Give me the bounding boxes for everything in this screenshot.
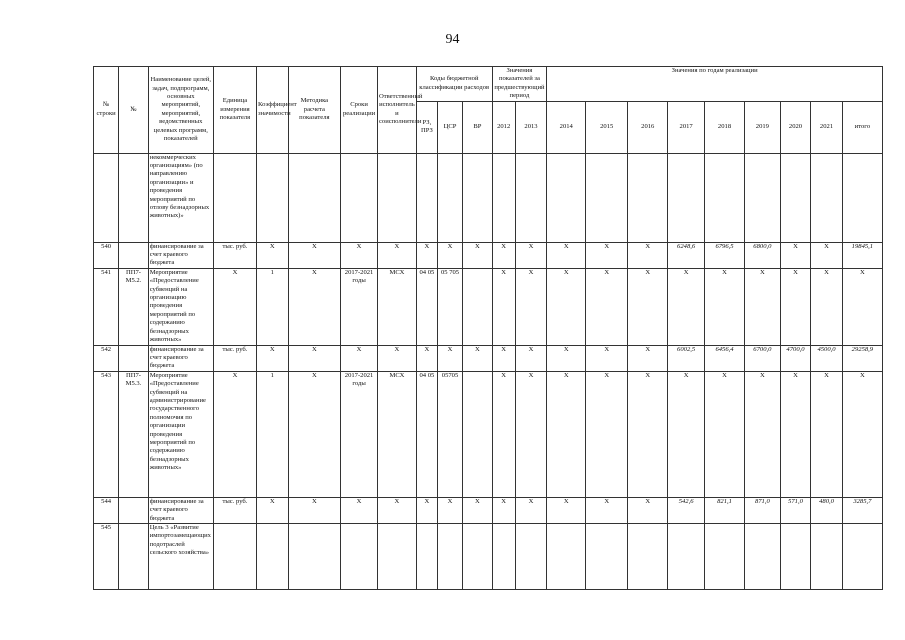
cell-v2018: 6456,4	[705, 345, 745, 371]
cell-unit: X	[213, 371, 256, 497]
cell-name: финансирование за счет краевого бюджета	[148, 497, 213, 523]
cell-name: некоммерческих организациям» (по направлению организации» и проведения мероприятий по отлову безнадзорных животных)»	[148, 153, 213, 242]
header-budget-codes: Коды бюджетной классификации расходов	[416, 67, 492, 102]
cell-code: ПП7-М5.2.	[119, 268, 148, 345]
cell-unit: X	[213, 268, 256, 345]
program-indicators-table	[93, 66, 883, 590]
cell-terms	[341, 523, 378, 589]
cell-v2013: X	[515, 497, 547, 523]
cell-v2015: X	[586, 497, 628, 523]
cell-method: X	[288, 497, 341, 523]
cell-terms: X	[341, 497, 378, 523]
cell-v2015	[586, 153, 628, 242]
cell-v2014	[547, 153, 586, 242]
cell-total: X	[842, 371, 882, 497]
cell-terms: 2017-2021 годы	[341, 371, 378, 497]
cell-name: финансирование за счет краевого бюджета	[148, 345, 213, 371]
cell-code	[119, 523, 148, 589]
cell-v2017: 6248,6	[668, 242, 705, 268]
header-row-no: № строки	[94, 67, 119, 154]
cell-v2017: X	[668, 268, 705, 345]
header-coef: Коэффициент значимости	[257, 67, 289, 154]
header-terms: Сроки реализации	[341, 67, 378, 154]
cell-v2014: X	[547, 345, 586, 371]
cell-v2014: X	[547, 268, 586, 345]
cell-v2020: 571,0	[780, 497, 811, 523]
cell-row-no: 542	[94, 345, 119, 371]
cell-v2017	[668, 153, 705, 242]
table-row	[94, 268, 883, 345]
cell-vr: X	[463, 242, 492, 268]
cell-resp: X	[377, 242, 416, 268]
header-2017: 2017	[668, 101, 705, 153]
cell-row-no	[94, 153, 119, 242]
cell-code	[119, 242, 148, 268]
cell-v2021: X	[811, 268, 843, 345]
cell-vr: X	[463, 497, 492, 523]
cell-resp: X	[377, 345, 416, 371]
cell-v2015: X	[586, 345, 628, 371]
cell-row-no: 544	[94, 497, 119, 523]
cell-v2015: X	[586, 242, 628, 268]
cell-row-no: 541	[94, 268, 119, 345]
cell-method	[288, 153, 341, 242]
cell-v2019: 871,0	[745, 497, 781, 523]
cell-rz: 04 05	[416, 268, 437, 345]
header-2012: 2012	[492, 101, 515, 153]
cell-row-no: 540	[94, 242, 119, 268]
cell-v2017: X	[668, 371, 705, 497]
cell-unit	[213, 153, 256, 242]
cell-resp	[377, 523, 416, 589]
cell-total: 19845,1	[842, 242, 882, 268]
page-number: 94	[445, 32, 460, 47]
cell-method: X	[288, 268, 341, 345]
header-prev-values: Значения показателей за предшествующий период	[492, 67, 547, 102]
cell-v2015: X	[586, 371, 628, 497]
cell-coef: X	[257, 345, 289, 371]
cell-coef	[257, 523, 289, 589]
header-responsible: Ответственный исполнитель и соисполнители	[377, 67, 416, 154]
cell-resp	[377, 153, 416, 242]
cell-v2016: X	[628, 371, 668, 497]
cell-v2013	[515, 523, 547, 589]
cell-v2016	[628, 523, 668, 589]
cell-v2013	[515, 153, 547, 242]
cell-terms: X	[341, 242, 378, 268]
cell-method: X	[288, 345, 341, 371]
cell-v2014: X	[547, 497, 586, 523]
cell-v2020: X	[780, 371, 811, 497]
table-row	[94, 242, 883, 268]
cell-csr	[437, 523, 462, 589]
cell-v2017: 6002,5	[668, 345, 705, 371]
cell-method: X	[288, 371, 341, 497]
cell-v2016: X	[628, 345, 668, 371]
cell-row-no: 545	[94, 523, 119, 589]
cell-rz: X	[416, 497, 437, 523]
cell-v2019: X	[745, 371, 781, 497]
cell-code	[119, 153, 148, 242]
cell-v2020	[780, 153, 811, 242]
cell-total	[842, 523, 882, 589]
cell-v2021: 4500,0	[811, 345, 843, 371]
cell-v2016: X	[628, 242, 668, 268]
cell-v2019: 6800,0	[745, 242, 781, 268]
cell-unit: тыс. руб.	[213, 345, 256, 371]
table-row	[94, 345, 883, 371]
cell-v2019	[745, 523, 781, 589]
table-row	[94, 153, 883, 242]
cell-rz: 04 05	[416, 371, 437, 497]
cell-rz	[416, 153, 437, 242]
cell-v2016	[628, 153, 668, 242]
cell-method	[288, 523, 341, 589]
header-csr: ЦСР	[437, 101, 462, 153]
cell-v2015: X	[586, 268, 628, 345]
cell-v2014: X	[547, 371, 586, 497]
cell-v2012: X	[492, 371, 515, 497]
cell-v2017	[668, 523, 705, 589]
cell-v2021	[811, 523, 843, 589]
cell-rz: X	[416, 242, 437, 268]
cell-v2014: X	[547, 242, 586, 268]
cell-v2019: X	[745, 268, 781, 345]
cell-v2021: X	[811, 371, 843, 497]
cell-total	[842, 153, 882, 242]
cell-row-no: 543	[94, 371, 119, 497]
cell-csr: X	[437, 345, 462, 371]
header-2019: 2019	[745, 101, 781, 153]
header-total: итого	[842, 101, 882, 153]
cell-coef	[257, 153, 289, 242]
cell-v2012: X	[492, 345, 515, 371]
cell-name: Цель 3 «Развитие импортозамещающих подотраслей сельского хозяйства»	[148, 523, 213, 589]
cell-code	[119, 345, 148, 371]
cell-rz: X	[416, 345, 437, 371]
cell-total: X	[842, 268, 882, 345]
cell-unit: тыс. руб.	[213, 497, 256, 523]
header-2020: 2020	[780, 101, 811, 153]
cell-vr	[463, 371, 492, 497]
cell-total: 29258,9	[842, 345, 882, 371]
cell-v2020	[780, 523, 811, 589]
cell-v2020: 4700,0	[780, 345, 811, 371]
header-method: Методика расчета показателя	[288, 67, 341, 154]
cell-vr	[463, 268, 492, 345]
cell-csr: X	[437, 242, 462, 268]
cell-code: ПП7-М5.3.	[119, 371, 148, 497]
cell-v2018	[705, 153, 745, 242]
cell-v2014	[547, 523, 586, 589]
table-row	[94, 497, 883, 523]
cell-csr: 05705	[437, 371, 462, 497]
cell-v2012: X	[492, 242, 515, 268]
header-rz: РЗ, ПРЗ	[416, 101, 437, 153]
header-2016: 2016	[628, 101, 668, 153]
cell-resp: МСХ	[377, 268, 416, 345]
cell-v2013: X	[515, 345, 547, 371]
cell-v2012: X	[492, 268, 515, 345]
cell-csr	[437, 153, 462, 242]
cell-csr: X	[437, 497, 462, 523]
cell-coef: X	[257, 497, 289, 523]
header-year-values: Значения по годам реализации	[547, 67, 883, 102]
cell-resp: X	[377, 497, 416, 523]
cell-v2012: X	[492, 497, 515, 523]
cell-v2020: X	[780, 242, 811, 268]
cell-v2013: X	[515, 242, 547, 268]
cell-total: 3285,7	[842, 497, 882, 523]
cell-v2018: 6796,5	[705, 242, 745, 268]
table-row	[94, 523, 883, 589]
cell-v2016: X	[628, 268, 668, 345]
cell-rz	[416, 523, 437, 589]
cell-terms: X	[341, 345, 378, 371]
header-2018: 2018	[705, 101, 745, 153]
cell-v2021	[811, 153, 843, 242]
cell-v2021: X	[811, 242, 843, 268]
cell-v2021: 480,0	[811, 497, 843, 523]
table-row	[94, 371, 883, 497]
cell-v2018: X	[705, 268, 745, 345]
cell-v2013: X	[515, 371, 547, 497]
header-name: Наименование целей, задач, подпрограмм, основных мероприятий, мероприятий, ведомственных целевых программ, показателей	[148, 67, 213, 154]
cell-csr: 05 705	[437, 268, 462, 345]
cell-method: X	[288, 242, 341, 268]
cell-vr	[463, 523, 492, 589]
cell-name: Мероприятие «Предоставление субвенций на администрирование государственного полномочия по организации проведения мероприятий по содержанию безнадзорных животных»	[148, 371, 213, 497]
header-2014: 2014	[547, 101, 586, 153]
cell-name: финансирование за счет краевого бюджета	[148, 242, 213, 268]
cell-vr	[463, 153, 492, 242]
header-unit: Единица измерения показателя	[213, 67, 256, 154]
cell-coef: 1	[257, 371, 289, 497]
cell-coef: 1	[257, 268, 289, 345]
cell-terms: 2017-2021 годы	[341, 268, 378, 345]
cell-unit: тыс. руб.	[213, 242, 256, 268]
cell-v2019	[745, 153, 781, 242]
cell-v2013: X	[515, 268, 547, 345]
cell-vr: X	[463, 345, 492, 371]
cell-v2017: 542,6	[668, 497, 705, 523]
cell-v2018: X	[705, 371, 745, 497]
header-code: №	[119, 67, 148, 154]
cell-v2016: X	[628, 497, 668, 523]
cell-v2019: 6700,0	[745, 345, 781, 371]
cell-v2015	[586, 523, 628, 589]
cell-name: Мероприятие «Предоставление субвенций на организацию проведения мероприятий по содержанию безнадзорных животных»	[148, 268, 213, 345]
cell-v2012	[492, 153, 515, 242]
cell-coef: X	[257, 242, 289, 268]
cell-v2018	[705, 523, 745, 589]
header-2015: 2015	[586, 101, 628, 153]
cell-terms	[341, 153, 378, 242]
cell-v2012	[492, 523, 515, 589]
cell-v2020: X	[780, 268, 811, 345]
header-2021: 2021	[811, 101, 843, 153]
header-vr: ВР	[463, 101, 492, 153]
cell-v2018: 821,1	[705, 497, 745, 523]
header-2013: 2013	[515, 101, 547, 153]
cell-resp: МСХ	[377, 371, 416, 497]
cell-code	[119, 497, 148, 523]
cell-unit	[213, 523, 256, 589]
